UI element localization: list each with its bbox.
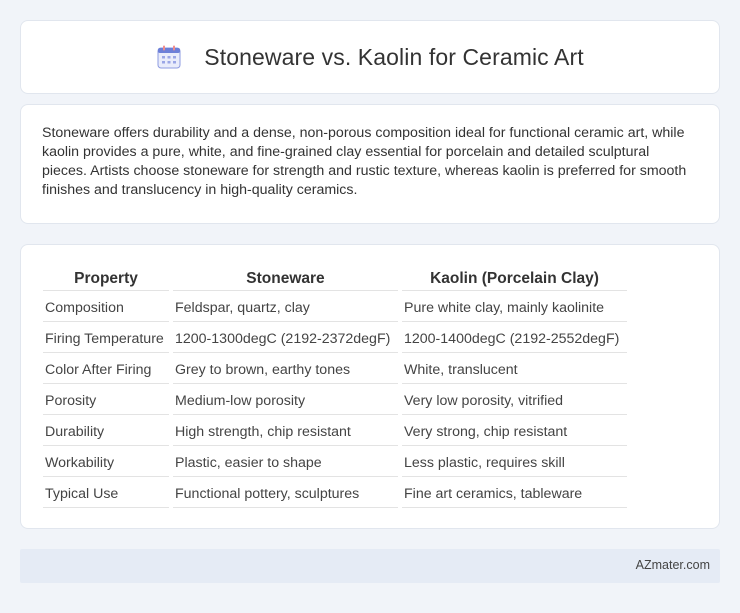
header-kaolin: Kaolin (Porcelain Clay) (402, 267, 627, 291)
header-property: Property (43, 267, 169, 291)
intro-card (20, 104, 720, 224)
kaolin-cell: Very low porosity, vitrified (402, 386, 627, 415)
table-row (43, 479, 627, 508)
intro-text: Stoneware offers durability and a dense, non-porous composition ideal for functional ceramic art, while kaolin provides a pure, white, and fine-grained clay essential for porcelain and detailed sculptural pieces. Artists choose stoneware for strength and rustic texture, whereas kaolin is preferred for smooth finishes and translucency in high-quality ceramics. (42, 125, 687, 198)
table-header-row (43, 267, 627, 291)
footer-site-name: AZmater.com (635, 558, 710, 572)
table-row (43, 355, 627, 384)
table-card (20, 244, 720, 529)
kaolin-cell: Very strong, chip resistant (402, 417, 627, 446)
table-row (43, 324, 627, 353)
property-cell: Porosity (43, 386, 169, 415)
property-cell: Composition (43, 293, 169, 322)
property-cell: Workability (43, 448, 169, 477)
property-cell: Durability (43, 417, 169, 446)
table-row (43, 417, 627, 446)
stoneware-cell: High strength, chip resistant (173, 417, 398, 446)
footer (20, 549, 720, 583)
kaolin-cell: White, translucent (402, 355, 627, 384)
stoneware-cell: 1200-1300degC (2192-2372degF) (173, 324, 398, 353)
table-row (43, 293, 627, 322)
header (21, 21, 719, 93)
kaolin-cell: 1200-1400degC (2192-2552degF) (402, 324, 627, 353)
kaolin-cell: Fine art ceramics, tableware (402, 479, 627, 508)
stoneware-cell: Medium-low porosity (173, 386, 398, 415)
property-cell: Typical Use (43, 479, 169, 508)
header-card (20, 20, 720, 94)
table-row (43, 386, 627, 415)
kaolin-cell: Pure white clay, mainly kaolinite (402, 293, 627, 322)
calendar-icon (156, 44, 182, 70)
stoneware-cell: Plastic, easier to shape (173, 448, 398, 477)
header-stoneware: Stoneware (173, 267, 398, 291)
comparison-table (39, 265, 631, 510)
kaolin-cell: Less plastic, requires skill (402, 448, 627, 477)
stoneware-cell: Functional pottery, sculptures (173, 479, 398, 508)
stoneware-cell: Feldspar, quartz, clay (173, 293, 398, 322)
stoneware-cell: Grey to brown, earthy tones (173, 355, 398, 384)
page-title: Stoneware vs. Kaolin for Ceramic Art (204, 43, 584, 70)
table-row (43, 448, 627, 477)
property-cell: Color After Firing (43, 355, 169, 384)
property-cell: Firing Temperature (43, 324, 169, 353)
